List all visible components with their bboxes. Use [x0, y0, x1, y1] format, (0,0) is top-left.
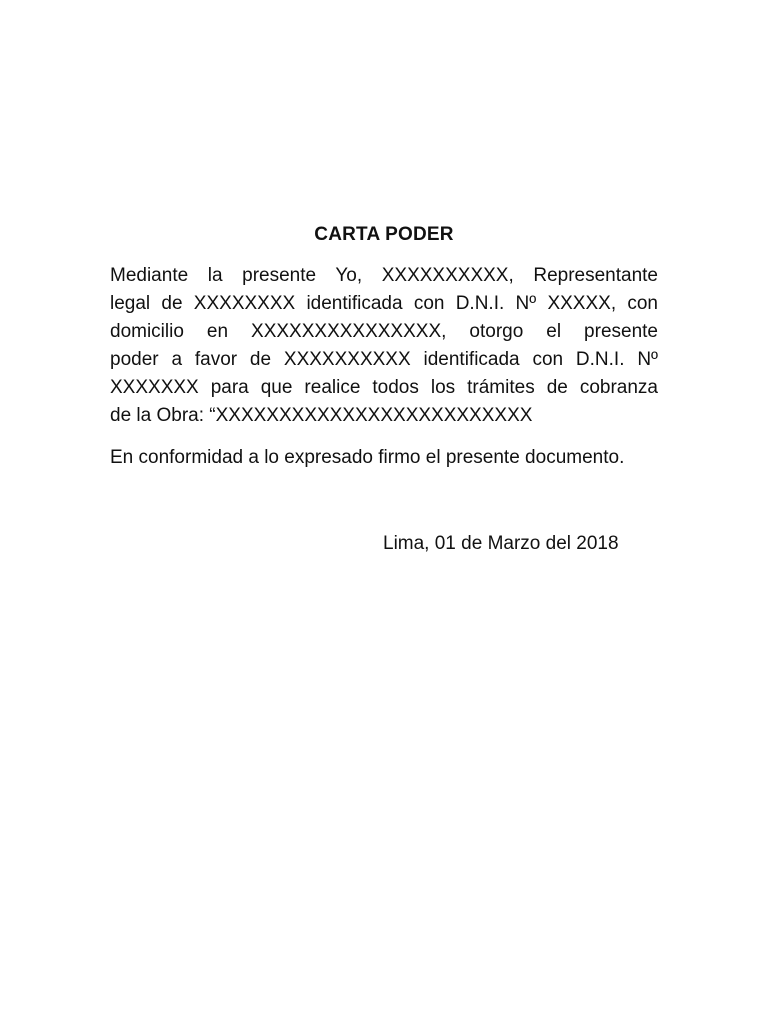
paragraph-line: poder a favor de XXXXXXXXXX identificada con D.N.I. Nº: [110, 349, 658, 370]
paragraph-line: legal de XXXXXXXX identificada con D.N.I. Nº XXXXX, con: [110, 293, 658, 314]
paragraph-line: Mediante la presente Yo, XXXXXXXXXX, Representante: [110, 265, 658, 286]
paragraph-line: de la Obra: “XXXXXXXXXXXXXXXXXXXXXXXXX: [110, 405, 533, 426]
date-line: Lima, 01 de Marzo del 2018: [383, 533, 619, 554]
paragraph-line: domicilio en XXXXXXXXXXXXXXX, otorgo el presente: [110, 321, 658, 342]
document-title-text: CARTA PODER: [314, 224, 454, 245]
paragraph-line: XXXXXXX para que realice todos los trámites de cobranza: [110, 377, 658, 398]
power-of-attorney-paragraph: [110, 262, 658, 430]
conformity-paragraph: En conformidad a lo expresado firmo el presente documento.: [110, 447, 625, 468]
document-body: [110, 262, 658, 472]
document-title: [0, 224, 768, 246]
